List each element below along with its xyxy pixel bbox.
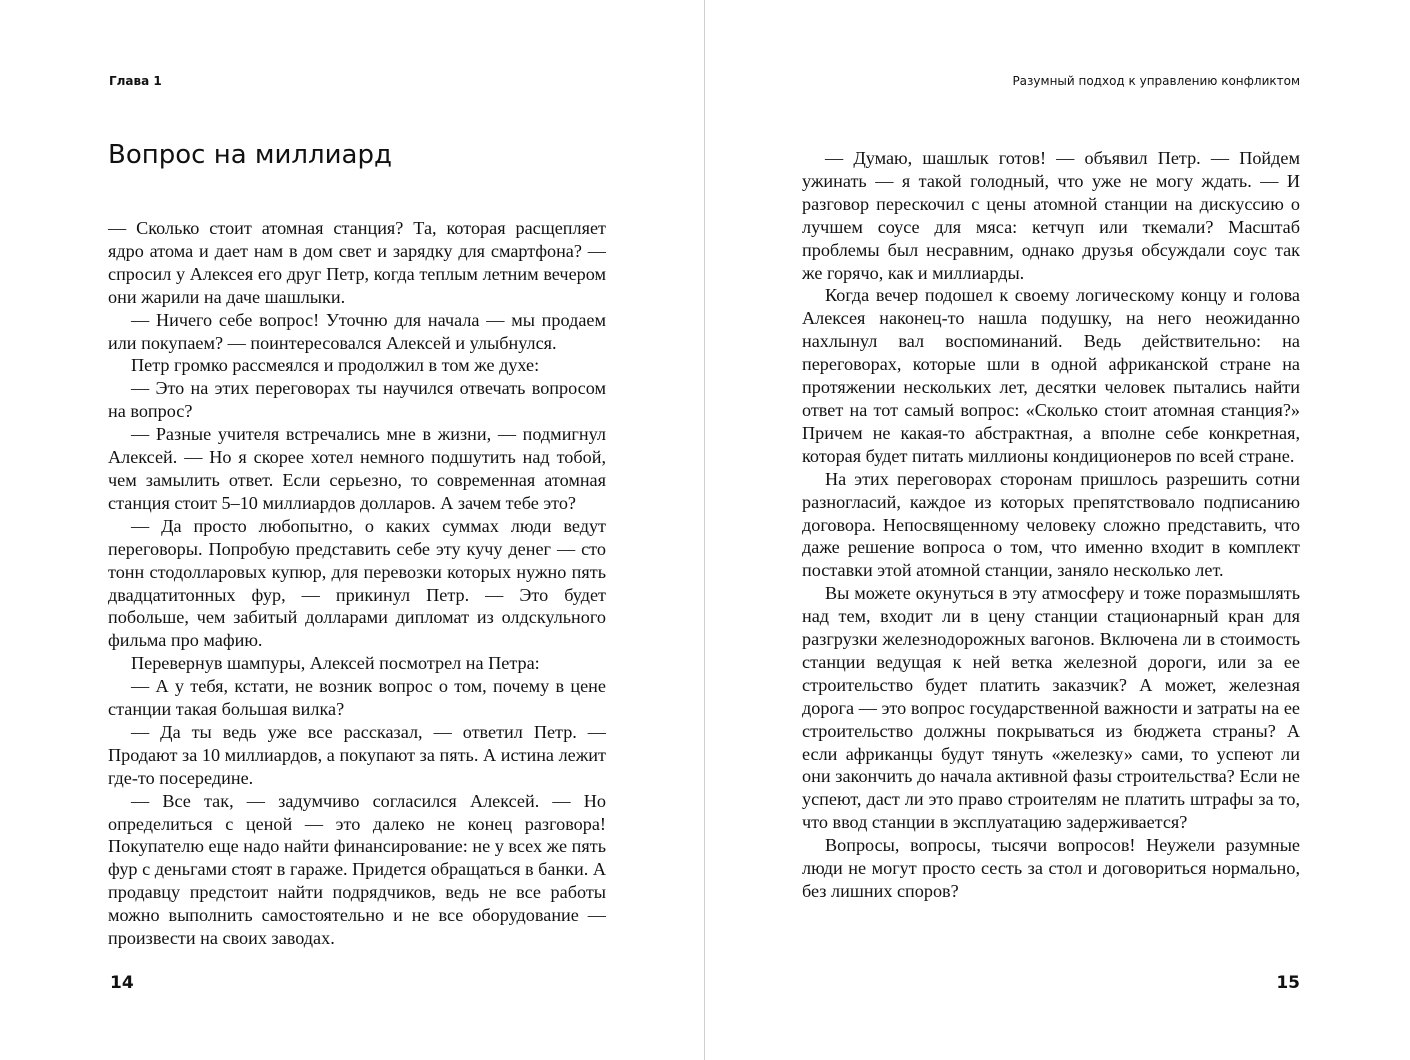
left-page-body <box>108 217 606 950</box>
paragraph: — Думаю, шашлык готов! — объявил Петр. — Пойдем ужинать — я такой голодный, что уже не могу ждать. — И разговор перескочил с цены атомной станции на дискуссию о лучшем соусе для мяса: кетчуп или ткемали? Масштаб проблемы был несравним, однако друзья обсуждали соус так же горячо, как и миллиарды. <box>802 148 1300 283</box>
paragraph: Когда вечер подошел к своему логическому концу и голова Алексея наконец-то нашла подушку, на него неожиданно нахлынул вал воспоминаний. Ведь действительно: на переговорах, которые шли в одной африканской стране на протяжении нескольких лет, десятки человек пытались найти ответ на тот самый вопрос: «Сколько стоит атомная станция?» Причем не какая-то абстрактная, а вполне себе конкретная, которая будет питать миллионы кондиционеров по всей стране. <box>802 285 1300 466</box>
paragraph: — Разные учителя встречались мне в жизни, — подмигнул Алексей. — Но я скорее хотел немного подшутить над тобой, чем замылить ответ. Если серьезно, то современная атомная станция стоит 5–10 миллиардов долларов. А зачем тебе это? <box>108 424 606 513</box>
paragraph: Петр громко рассмеялся и продолжил в том же духе: <box>131 355 540 376</box>
chapter-title: Вопрос на миллиард <box>108 140 392 170</box>
paragraph: — Ничего себе вопрос! Уточню для начала — мы продаем или покупаем? — поинтересовался Алексей и улыбнулся. <box>108 309 606 353</box>
right-page-body <box>802 147 1300 903</box>
paragraph: — Сколько стоит атомная станция? Та, которая расщепляет ядро атома и дает нам в дом свет и зарядку для смартфона? — спросил у Алексея его друг Петр, когда теплым летним вечером они жарили на даче шашлыки. <box>108 218 606 307</box>
paragraph: Перевернув шампуры, Алексей посмотрел на Петра: <box>131 653 540 674</box>
running-head-chapter: Глава 1 <box>109 74 162 88</box>
paragraph: — Да ты ведь уже все рассказал, — ответил Петр. — Продают за 10 миллиардов, а покупают за пять. А истина лежит где-то посередине. <box>108 721 606 788</box>
left-page <box>0 0 704 1060</box>
right-page <box>705 0 1410 1060</box>
paragraph: — Это на этих переговорах ты научился отвечать вопросом на вопрос? <box>108 378 606 422</box>
paragraph: На этих переговорах сторонам пришлось разрешить сотни разногласий, каждое из которых препятствовало подписанию договора. Непосвященному человеку сложно представить, что даже решение вопроса о том, что именно входит в комплект поставки этой атомной станции, заняло несколько лет. <box>802 468 1300 581</box>
paragraph: Вы можете окунуться в эту атмосферу и тоже поразмышлять над тем, входит ли в цену станции стационарный кран для разгрузки железнодорожных вагонов. Включена ли в стоимость станции ведущая к ней ветка железной дороги, или за ее строительство будет платить заказчик? А может, железная дорога — это вопрос государственной важности и затраты на ее строительство должны покрываться из бюджета страны? А если африканцы будут тянуть «железку» сами, то успеют ли они закончить до начала активной фазы строительства? Если не успеют, даст ли это право строителям не платить штрафы за то, что ввод станции в эксплуатацию задерживается? <box>802 583 1300 833</box>
page-number-left: 14 <box>110 973 134 993</box>
running-head-book-title: Разумный подход к управлению конфликтом <box>1012 74 1300 88</box>
paragraph: — А у тебя, кстати, не возник вопрос о том, почему в цене станции такая большая вилка? <box>108 676 606 720</box>
page-number-right: 15 <box>1276 973 1300 993</box>
paragraph: Вопросы, вопросы, тысячи вопросов! Неужели разумные люди не могут просто сесть за стол и договориться нормально, без лишних споров? <box>802 835 1300 901</box>
paragraph: — Все так, — задумчиво согласился Алексей. — Но определиться с ценой — это далеко не конец разговора! Покупателю еще надо найти финансирование: не у всех же пять фур с деньгами стоят в гараже. Придется обращаться в банки. А продавцу предстоит найти подрядчиков, ведь не все работы можно выполнить самостоятельно и не все оборудование — произвести на своих заводах. <box>108 790 606 949</box>
paragraph: — Да просто любопытно, о каких суммах люди ведут переговоры. Попробую представить себе эту кучу денег — сто тонн стодолларовых купюр, для перевозки которых нужно пять двадцатитонных фур, — прикинул Петр. — Это будет побольше, чем забитый долларами дипломат из олдскульного фильма про мафию. <box>108 515 606 651</box>
